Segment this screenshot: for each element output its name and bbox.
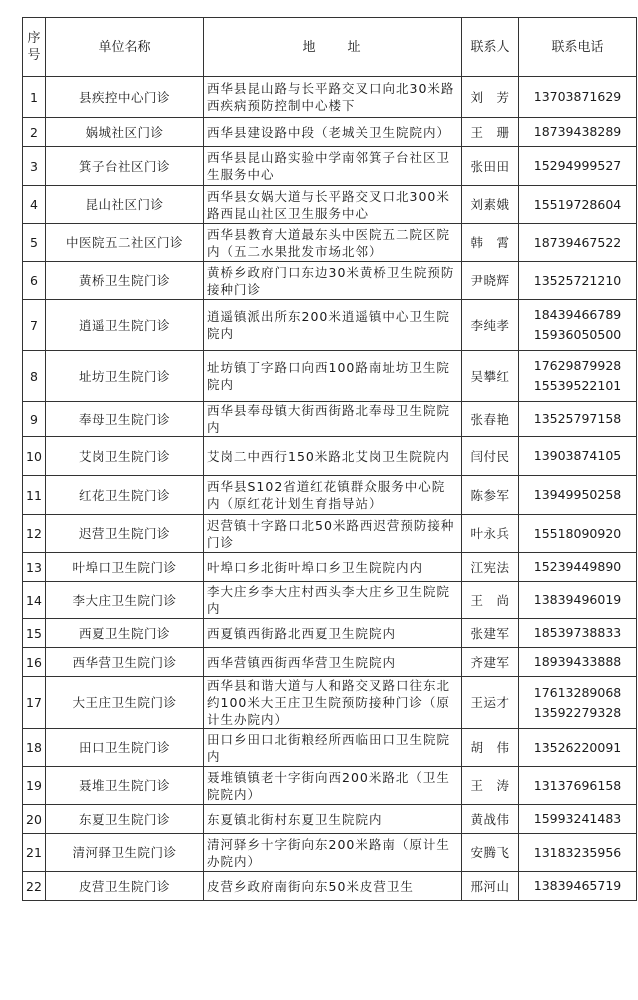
contact-person: 张建军 bbox=[462, 619, 519, 648]
table-row bbox=[23, 872, 637, 901]
contact-person: 王运才 bbox=[462, 677, 519, 729]
address-cell: 西华县建设路中段（老城关卫生院院内） bbox=[204, 118, 462, 147]
header-contact: 联系人 bbox=[462, 18, 519, 77]
address-cell: 西华县和谐大道与人和路交叉路口往东北约100米大王庄卫生院预防接种门诊（原计生办院内） bbox=[204, 677, 462, 729]
table-row bbox=[23, 77, 637, 118]
phone-cell bbox=[519, 805, 637, 834]
address-cell: 清河驿乡十字街向东200米路南（原计生办院内） bbox=[204, 834, 462, 872]
contact-person: 李纯孝 bbox=[462, 300, 519, 351]
phone-number: 13525797158 bbox=[533, 411, 622, 426]
table-row bbox=[23, 677, 637, 729]
phone-cell bbox=[519, 262, 637, 300]
phone-number: 15539522101 bbox=[533, 378, 622, 393]
phone-number: 13526220091 bbox=[533, 739, 622, 755]
row-number: 4 bbox=[23, 186, 46, 224]
row-number: 9 bbox=[23, 402, 46, 437]
unit-name: 李大庄卫生院门诊 bbox=[46, 582, 204, 619]
row-number: 22 bbox=[23, 872, 46, 901]
address-cell: 西华县昆山路与长平路交叉口向北30米路西疾病预防控制中心楼下 bbox=[204, 77, 462, 118]
address-cell: 西华县昆山路实验中学南邻箕子台社区卫生服务中心 bbox=[204, 147, 462, 186]
table-row bbox=[23, 767, 637, 805]
row-number: 3 bbox=[23, 147, 46, 186]
unit-name: 大王庄卫生院门诊 bbox=[46, 677, 204, 729]
unit-name: 叶埠口卫生院门诊 bbox=[46, 553, 204, 582]
address-cell: 艾岗二中西行150米路北艾岗卫生院院内 bbox=[204, 437, 462, 476]
contact-person: 闫付民 bbox=[462, 437, 519, 476]
address-cell: 李大庄乡李大庄村西头李大庄乡卫生院院内 bbox=[204, 582, 462, 619]
phone-cell bbox=[519, 648, 637, 677]
contact-person: 黄战伟 bbox=[462, 805, 519, 834]
contact-person: 韩 霄 bbox=[462, 224, 519, 262]
header-seq: 序号 bbox=[23, 18, 46, 77]
contact-person: 王 珊 bbox=[462, 118, 519, 147]
row-number: 11 bbox=[23, 476, 46, 515]
table-row bbox=[23, 619, 637, 648]
table-row bbox=[23, 834, 637, 872]
phone-number: 13183235956 bbox=[533, 844, 622, 860]
row-number: 7 bbox=[23, 300, 46, 351]
table-row bbox=[23, 553, 637, 582]
unit-name: 址坊卫生院门诊 bbox=[46, 351, 204, 402]
row-number: 10 bbox=[23, 437, 46, 476]
unit-name: 艾岗卫生院门诊 bbox=[46, 437, 204, 476]
row-number: 12 bbox=[23, 515, 46, 553]
unit-name: 迟营卫生院门诊 bbox=[46, 515, 204, 553]
phone-cell bbox=[519, 224, 637, 262]
contact-person: 齐建军 bbox=[462, 648, 519, 677]
row-number: 15 bbox=[23, 619, 46, 648]
row-number: 18 bbox=[23, 729, 46, 767]
contact-person: 尹晓辉 bbox=[462, 262, 519, 300]
row-number: 8 bbox=[23, 351, 46, 402]
contact-person: 胡 伟 bbox=[462, 729, 519, 767]
table-row bbox=[23, 351, 637, 402]
unit-name: 昆山社区门诊 bbox=[46, 186, 204, 224]
phone-cell bbox=[519, 834, 637, 872]
unit-name: 箕子台社区门诊 bbox=[46, 147, 204, 186]
unit-name: 中医院五二社区门诊 bbox=[46, 224, 204, 262]
contact-person: 邢河山 bbox=[462, 872, 519, 901]
phone-cell bbox=[519, 186, 637, 224]
row-number: 20 bbox=[23, 805, 46, 834]
unit-name: 清河驿卫生院门诊 bbox=[46, 834, 204, 872]
phone-number: 13137696158 bbox=[533, 777, 622, 793]
phone-number: 15294999527 bbox=[533, 158, 622, 173]
unit-name: 西夏卫生院门诊 bbox=[46, 619, 204, 648]
phone-number: 13839496019 bbox=[533, 592, 622, 607]
phone-number: 15993241483 bbox=[533, 811, 622, 826]
table-row bbox=[23, 186, 637, 224]
phone-number: 18939433888 bbox=[533, 654, 622, 669]
clinic-table bbox=[22, 17, 637, 901]
phone-cell bbox=[519, 118, 637, 147]
table-row bbox=[23, 476, 637, 515]
phone-number: 13903874105 bbox=[533, 448, 622, 463]
contact-person: 刘素娥 bbox=[462, 186, 519, 224]
phone-cell bbox=[519, 677, 637, 729]
contact-person: 张春艳 bbox=[462, 402, 519, 437]
address-cell: 东夏镇北街村东夏卫生院院内 bbox=[204, 805, 462, 834]
phone-number: 13949950258 bbox=[533, 487, 622, 502]
phone-number: 13839465719 bbox=[533, 878, 622, 893]
phone-number: 13703871629 bbox=[533, 89, 622, 104]
phone-cell bbox=[519, 437, 637, 476]
row-number: 1 bbox=[23, 77, 46, 118]
address-cell: 黄桥乡政府门口东边30米黄桥卫生院预防接种门诊 bbox=[204, 262, 462, 300]
address-cell: 西华县S102省道红花镇群众服务中心院内（原红花计划生育指导站） bbox=[204, 476, 462, 515]
phone-number: 18439466789 bbox=[533, 307, 622, 322]
table-row bbox=[23, 300, 637, 351]
unit-name: 聂堆卫生院门诊 bbox=[46, 767, 204, 805]
address-cell: 西华县奉母镇大街西街路北奉母卫生院院内 bbox=[204, 402, 462, 437]
phone-number: 13592279328 bbox=[533, 704, 622, 720]
contact-person: 王 尚 bbox=[462, 582, 519, 619]
phone-cell bbox=[519, 147, 637, 186]
phone-cell bbox=[519, 619, 637, 648]
table-row bbox=[23, 147, 637, 186]
table-row bbox=[23, 224, 637, 262]
table-row bbox=[23, 729, 637, 767]
table-row bbox=[23, 648, 637, 677]
contact-person: 陈参军 bbox=[462, 476, 519, 515]
phone-number: 17613289068 bbox=[533, 684, 622, 700]
address-cell: 西华县女娲大道与长平路交叉口北300米路西昆山社区卫生服务中心 bbox=[204, 186, 462, 224]
phone-cell bbox=[519, 872, 637, 901]
table-row bbox=[23, 437, 637, 476]
row-number: 17 bbox=[23, 677, 46, 729]
table-header-row bbox=[23, 18, 637, 77]
contact-person: 吴攀红 bbox=[462, 351, 519, 402]
address-cell: 逍遥镇派出所东200米逍遥镇中心卫生院院内 bbox=[204, 300, 462, 351]
address-cell: 田口乡田口北街粮经所西临田口卫生院院内 bbox=[204, 729, 462, 767]
phone-cell bbox=[519, 767, 637, 805]
unit-name: 东夏卫生院门诊 bbox=[46, 805, 204, 834]
address-cell: 迟营镇十字路口北50米路西迟营预防接种门诊 bbox=[204, 515, 462, 553]
phone-cell bbox=[519, 77, 637, 118]
phone-number: 15936050500 bbox=[533, 327, 622, 342]
address-cell: 聂堆镇镇老十字街向西200米路北（卫生院院内） bbox=[204, 767, 462, 805]
contact-person: 江宪法 bbox=[462, 553, 519, 582]
address-cell: 西夏镇西街路北西夏卫生院院内 bbox=[204, 619, 462, 648]
phone-number: 18539738833 bbox=[533, 625, 622, 640]
contact-person: 王 涛 bbox=[462, 767, 519, 805]
contact-person: 张田田 bbox=[462, 147, 519, 186]
phone-cell bbox=[519, 402, 637, 437]
unit-name: 逍遥卫生院门诊 bbox=[46, 300, 204, 351]
row-number: 14 bbox=[23, 582, 46, 619]
contact-person: 刘 芳 bbox=[462, 77, 519, 118]
phone-cell bbox=[519, 553, 637, 582]
table-row bbox=[23, 582, 637, 619]
unit-name: 皮营卫生院门诊 bbox=[46, 872, 204, 901]
phone-number: 15519728604 bbox=[533, 196, 622, 212]
table-row bbox=[23, 805, 637, 834]
row-number: 19 bbox=[23, 767, 46, 805]
header-address: 地 址 bbox=[204, 18, 462, 77]
unit-name: 娲城社区门诊 bbox=[46, 118, 204, 147]
row-number: 6 bbox=[23, 262, 46, 300]
phone-number: 15518090920 bbox=[533, 525, 622, 541]
phone-cell bbox=[519, 300, 637, 351]
unit-name: 县疾控中心门诊 bbox=[46, 77, 204, 118]
table-row bbox=[23, 402, 637, 437]
phone-number: 18739438289 bbox=[533, 124, 622, 139]
table-row bbox=[23, 515, 637, 553]
address-cell: 址坊镇丁字路口向西100路南址坊卫生院院内 bbox=[204, 351, 462, 402]
address-cell: 西华营镇西街西华营卫生院院内 bbox=[204, 648, 462, 677]
phone-cell bbox=[519, 351, 637, 402]
unit-name: 黄桥卫生院门诊 bbox=[46, 262, 204, 300]
phone-number: 18739467522 bbox=[533, 234, 622, 250]
phone-cell bbox=[519, 476, 637, 515]
table-row bbox=[23, 118, 637, 147]
phone-number: 17629879928 bbox=[533, 358, 622, 373]
table-row bbox=[23, 262, 637, 300]
phone-number: 15239449890 bbox=[533, 559, 622, 574]
contact-person: 叶永兵 bbox=[462, 515, 519, 553]
header-unit: 单位名称 bbox=[46, 18, 204, 77]
phone-cell bbox=[519, 729, 637, 767]
header-phone: 联系电话 bbox=[519, 18, 637, 77]
address-cell: 西华县教育大道最东头中医院五二院区院内（五二水果批发市场北邻） bbox=[204, 224, 462, 262]
phone-cell bbox=[519, 515, 637, 553]
unit-name: 红花卫生院门诊 bbox=[46, 476, 204, 515]
row-number: 16 bbox=[23, 648, 46, 677]
row-number: 5 bbox=[23, 224, 46, 262]
unit-name: 奉母卫生院门诊 bbox=[46, 402, 204, 437]
phone-cell bbox=[519, 582, 637, 619]
address-cell: 皮营乡政府南街向东50米皮营卫生 bbox=[204, 872, 462, 901]
address-cell: 叶埠口乡北街叶埠口乡卫生院院内内 bbox=[204, 553, 462, 582]
unit-name: 西华营卫生院门诊 bbox=[46, 648, 204, 677]
row-number: 13 bbox=[23, 553, 46, 582]
row-number: 21 bbox=[23, 834, 46, 872]
contact-person: 安腾飞 bbox=[462, 834, 519, 872]
row-number: 2 bbox=[23, 118, 46, 147]
phone-number: 13525721210 bbox=[533, 272, 622, 288]
unit-name: 田口卫生院门诊 bbox=[46, 729, 204, 767]
